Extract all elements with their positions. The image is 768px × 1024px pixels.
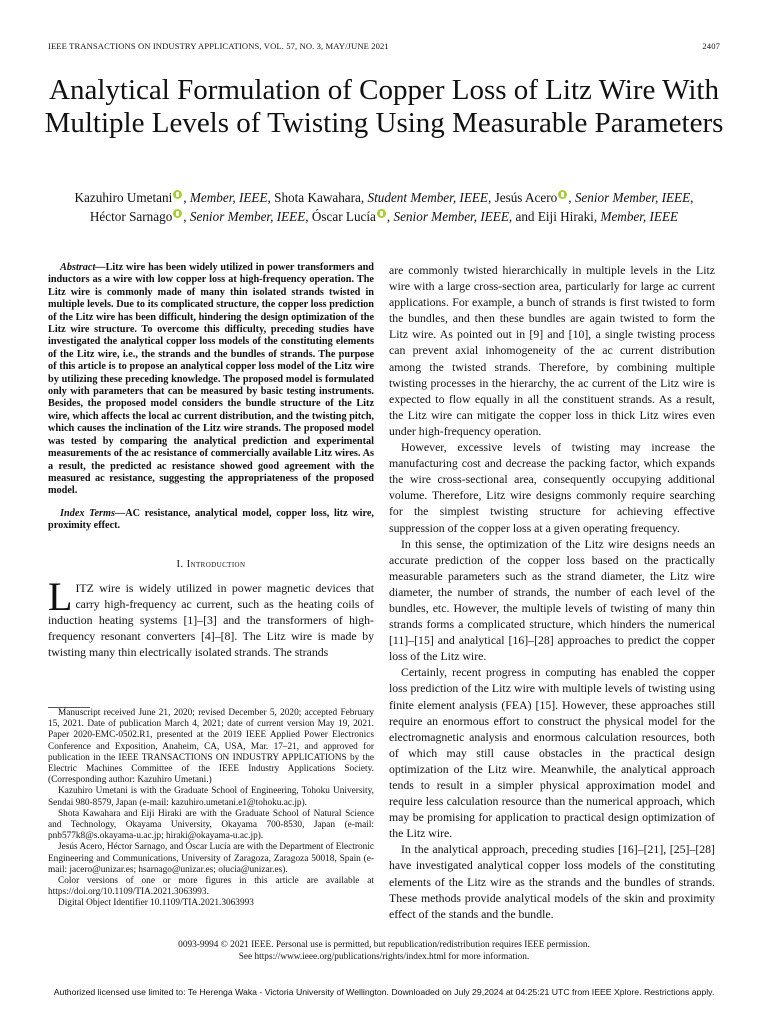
- author-role: Senior Member, IEEE: [189, 209, 306, 224]
- right-column: [389, 262, 715, 922]
- copyright-notice: [48, 940, 720, 963]
- footnote: Jesús Acero, Héctor Sarnago, and Óscar Lucía are with the Department of Electronic Engineering and Communications, University of Zaragoza, Zaragoza 50018, Spain (e-mail: jacero@unizar.es; hsarnago@unizar.es; olucia@unizar.es).: [48, 842, 374, 875]
- orcid-icon[interactable]: [377, 209, 386, 218]
- author-name: Héctor Sarnago: [89, 209, 173, 224]
- page-number: 2407: [702, 41, 720, 51]
- orcid-icon[interactable]: [173, 209, 182, 218]
- license-notice: Authorized licensed use limited to: Te Herenga Waka - Victoria University of Wellington. Downloaded on July 29,2024 at 04:25:21 UTC from IEEE Xplore. Restrictions apply.: [53, 987, 715, 997]
- abstract: [48, 262, 374, 498]
- body-paragraph: However, excessive levels of twisting may increase the manufacturing cost and decrease the packing factor, which expands the wire cross-sectional area, consequently occupying additional volume. Therefore, Litz wire designs commonly require searching for the simplest twisting structure for achieving effective suppression of the copper loss at a given operating frequency.: [389, 440, 715, 535]
- rights-link-line[interactable]: See https://www.ieee.org/publications/rights/index.html for more information.: [238, 951, 530, 962]
- body-paragraph: In the analytical approach, preceding studies [16]–[21], [25]–[28] have investigated analytical copper loss models of the constituting elements of the Litz wire as the strands and the bundles of strands. These methods provide analytical models of the skin and proximity effect of the stands and the bundle.: [389, 842, 715, 921]
- abstract-text: Litz wire has been widely utilized in power transformers and inductors as a wire with low copper loss at high-frequency operation. The Litz wire is commonly made of many thin isolated strands twisted in multiple levels. Due to its complicated structure, the copper loss prediction of the Litz wire has been difficult, hindering the design optimization of the Litz wire structure. To overcome this difficulty, preceding studies have investigated the analytical copper loss models of the constituting elements of the Litz wire, i.e., the strands and the bundles of strands. The purpose of this article is to propose an analytical copper loss model of the Litz wire by utilizing these preceding knowledge. The proposed model is formulated only with parameters that can be measured by basic testing instruments. Besides, the proposed model considers the bundle structure of the Litz wire, which affects the local ac current distribution, and the twisting pitch, which causes the inclination of the Litz wire strands. The proposed model was tested by comparing the analytical prediction and experimental measurements of the ac resistance of commercially available Litz wires. As a result, the predicted ac resistance showed good agreement with the measured ac resistance, suggesting the appropriateness of the proposed model.: [48, 262, 374, 497]
- author-list: Kazuhiro Umetani , Member, IEEE, Shota Kawahara, Student Member, IEEE, Jesús Acero , Senior Member, IEEE, Héctor Sarnago , Senior Member, IEEE, Óscar Lucía , Senior Member, IEEE, and Eiji Hiraki, Member, IEEE: [74, 190, 694, 224]
- author-name: Kazuhiro Umetani: [74, 190, 173, 205]
- author-name: Shota Kawahara: [274, 190, 361, 205]
- author-role: Member, IEEE: [600, 209, 679, 224]
- journal-name: IEEE TRANSACTIONS ON INDUSTRY APPLICATIONS, VOL. 57, NO. 3, MAY/JUNE 2021: [48, 41, 389, 51]
- index-terms-text: AC resistance, analytical model, copper loss, litz wire, proximity effect.: [48, 507, 374, 532]
- orcid-icon[interactable]: [558, 190, 567, 199]
- running-header: [48, 41, 720, 55]
- footnote: Manuscript received June 21, 2020; revised December 5, 2020; accepted February 15, 2021. Date of publication March 4, 2021; date of current version May 19, 2021. Paper 2020-EMC-0502.R1, presented at the 2019 IEEE Applied Power Electronics Conference and Exposition, Anaheim, CA, USA, Mar. 17–21, and approved for publication in the IEEE TRANSACTIONS ON INDUSTRY APPLICATIONS by the Electric Machines Committee of the IEEE Industry Applications Society. (Corresponding author: Kazuhiro Umetani.): [48, 708, 374, 786]
- section-heading: [48, 559, 374, 570]
- copyright-line: 0093-9994 © 2021 IEEE. Personal use is permitted, but republication/redistribution requires IEEE permission.: [178, 940, 590, 950]
- footnote: Kazuhiro Umetani is with the Graduate School of Engineering, Tohoku University, Sendai 980-8579, Japan (e-mail: kazuhiro.umetani.e1@tohoku.ac.jp).: [48, 786, 374, 808]
- author-name: Jesús Acero: [494, 190, 558, 205]
- intro-paragraph: [48, 573, 374, 660]
- section-title: Introduction: [186, 558, 246, 570]
- drop-cap: L: [48, 573, 73, 619]
- author-name: Eiji Hiraki: [537, 209, 594, 224]
- body-paragraph: In this sense, the optimization of the Litz wire designs needs an accurate prediction of the copper loss based on the practically measurable parameters such as the strand diameter, the Litz wire diameter, the number of strands, the number of each level of the bundles, etc. However, the multiple levels of twisting of many thin strands forms a complicated structure, which hinders the numerical [11]–[15] and analytical [16]–[28] approaches to predict the copper loss of the Litz wire.: [389, 536, 715, 664]
- footnotes: [48, 707, 374, 910]
- author-role: Member, IEEE: [189, 190, 268, 205]
- body-paragraph: Certainly, recent progress in computing has enabled the copper loss prediction of the Litz wire with multiple levels of twisting using finite element analysis (FEA) [15]. However, these approaches still require an enormous effort to construct the physical model for the electromagnetic analysis and enormous calculation resources, both of which may still cause obstacles in the practical design optimization of the Litz wire. Meanwhile, the analytical approach tends to result in a simpler physical approximation model and require less calculation resource than the numerical approach, which may be promising for application to practical design optimization of the Litz wire.: [389, 665, 715, 841]
- section-number: I.: [176, 558, 184, 570]
- left-column: [48, 262, 374, 660]
- abstract-label: Abstract—: [60, 262, 106, 273]
- intro-text: ITZ wire is widely utilized in power magnetic devices that carry high-frequency ac current, such as the heating coils of induction heating systems [1]–[3] and the transformers of high-frequency resonant converters [4]–[8]. The Litz wire is made by twisting many thin electrically isolated strands. The strands: [48, 580, 374, 659]
- index-terms-label: Index Terms—: [60, 507, 126, 519]
- author-role: Senior Member, IEEE: [393, 209, 509, 224]
- footnote: Color versions of one or more figures in this article are available at https://doi.org/10.1109/TIA.2021.3063993.: [48, 876, 374, 898]
- author-name: Óscar Lucía: [311, 209, 376, 224]
- footnote: Shota Kawahara and Eiji Hiraki are with the Graduate School of Natural Science and Technology, Okayama University, Okayama 700-8530, Japan (e-mail: pnb577k8@s.okayama-u.ac.jp; hiraki@okayama-u.ac.jp).: [48, 808, 374, 842]
- index-terms: [48, 508, 374, 533]
- author-role: Student Member, IEEE: [367, 190, 488, 205]
- body-paragraph: are commonly twisted hierarchically in multiple levels in the Litz wire with a large cross-section area, particularly for large ac current applications. For example, a bunch of strands is first twisted to form the bundles, and then these bundles are again twisted to form the Litz wire. As pointed out in [9] and [10], a single twisting process can prevent axial inhomogeneity of the ac current distribution among the twisted strands. Therefore, by combining multiple twisting processes in the hierarchy, the ac current of the Litz wire is expected to flow equally in all the constituent strands. As a result, the Litz wire can mitigate the copper loss in thick Litz wires even under high-frequency operation.: [389, 263, 715, 438]
- author-role: Senior Member, IEEE: [574, 190, 691, 205]
- footnote: Digital Object Identifier 10.1109/TIA.2021.3063993: [58, 898, 254, 909]
- paper-title: Analytical Formulation of Copper Loss of Litz Wire With Multiple Levels of Twisting Using Measurable Parameters: [44, 74, 724, 139]
- orcid-icon[interactable]: [173, 190, 182, 199]
